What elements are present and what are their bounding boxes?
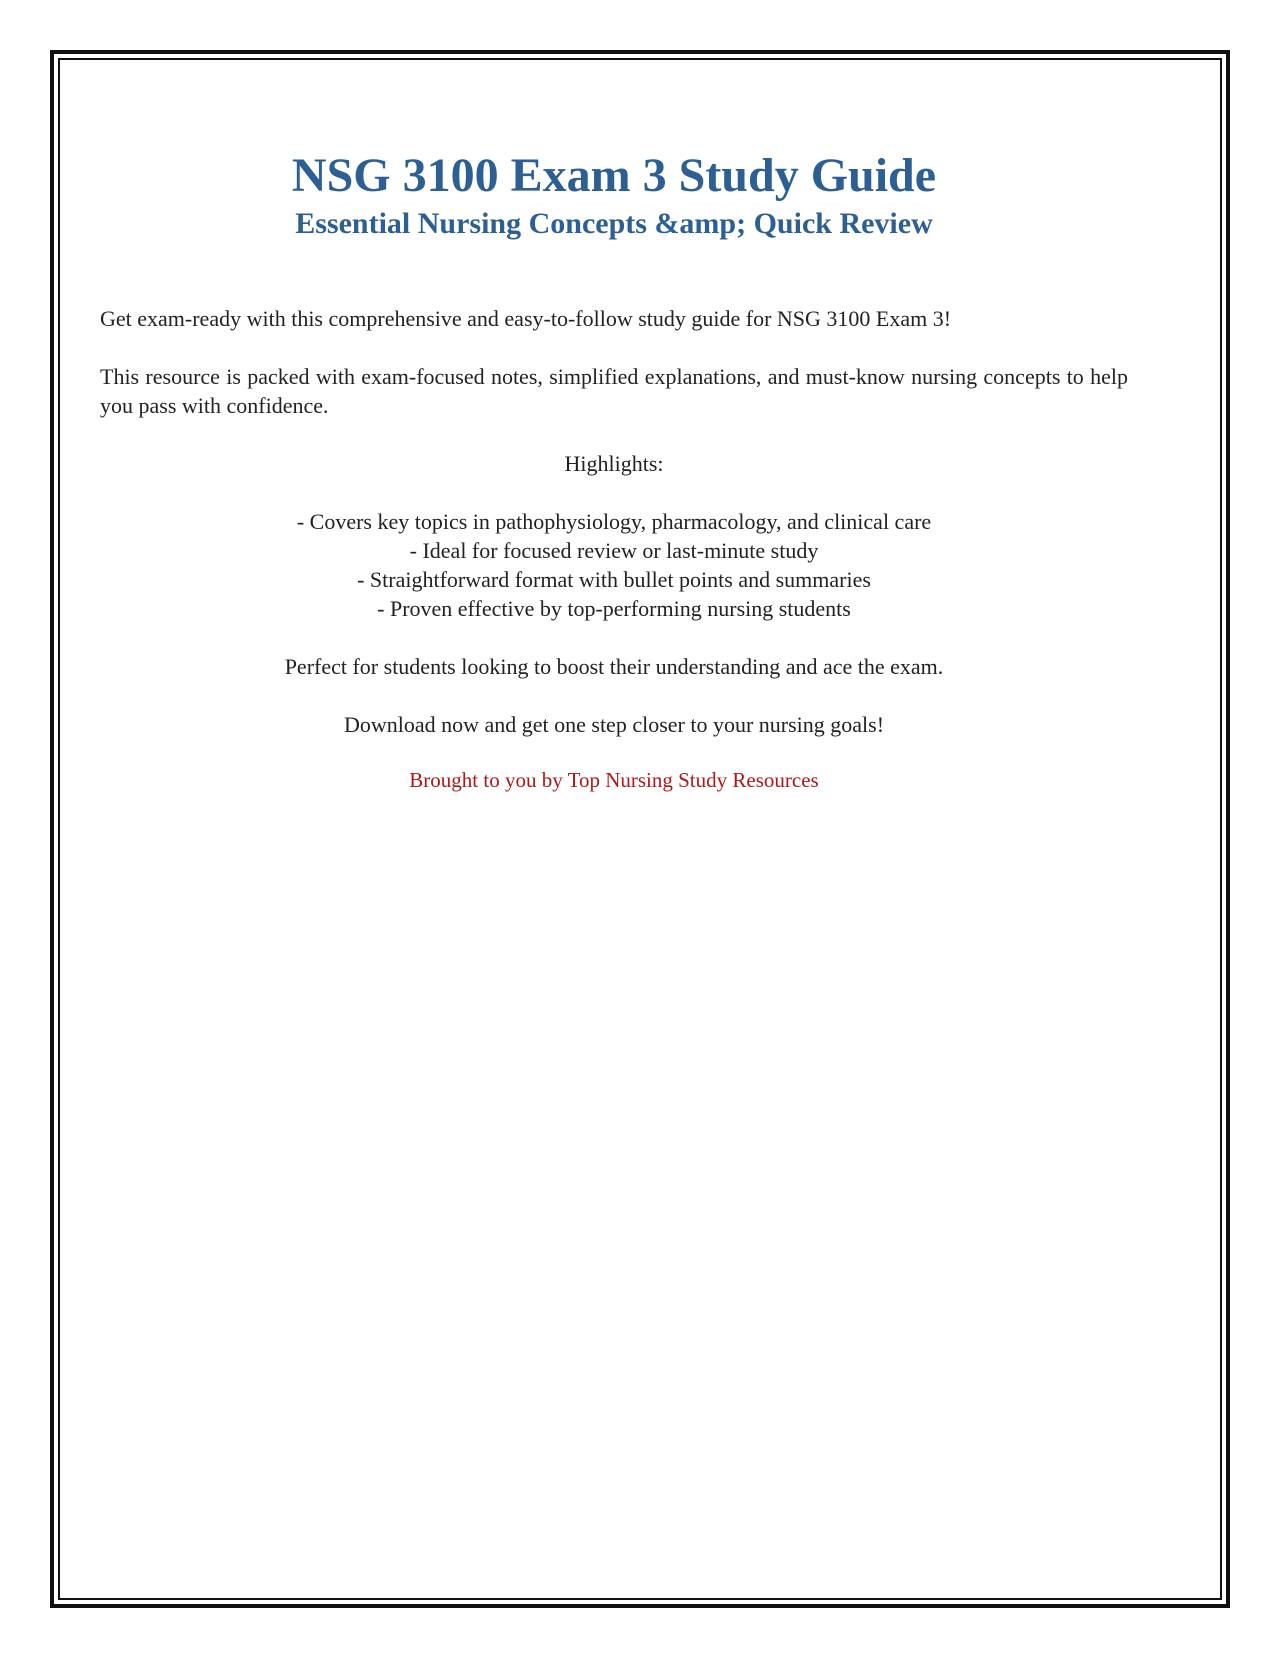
document-title: NSG 3100 Exam 3 Study Guide (291, 149, 937, 202)
highlight-item: - Covers key topics in pathophysiology, pharmacology, and clinical care (296, 509, 932, 534)
highlights-list (100, 507, 1128, 623)
description-paragraph: This resource is packed with exam-focused notes, simplified explanations, and must-know nursing concepts to help you pass with confidence. (100, 364, 1128, 418)
highlight-item: - Straightforward format with bullet points and summaries (357, 567, 871, 592)
perfect-for-paragraph: Perfect for students looking to boost their understanding and ace the exam. (284, 654, 944, 679)
document-content (100, 148, 1128, 816)
call-to-action: Download now and get one step closer to your nursing goals! (343, 712, 885, 737)
intro-paragraph: Get exam-ready with this comprehensive and easy-to-follow study guide for NSG 3100 Exam 3! (100, 306, 952, 331)
highlight-item: - Ideal for focused review or last-minute study (409, 538, 819, 563)
highlights-heading: Highlights: (564, 451, 664, 476)
document-subtitle: Essential Nursing Concepts &amp; Quick Review (295, 207, 933, 240)
highlight-item: - Proven effective by top-performing nursing students (377, 596, 851, 621)
credit-line: Brought to you by Top Nursing Study Resources (409, 768, 819, 792)
